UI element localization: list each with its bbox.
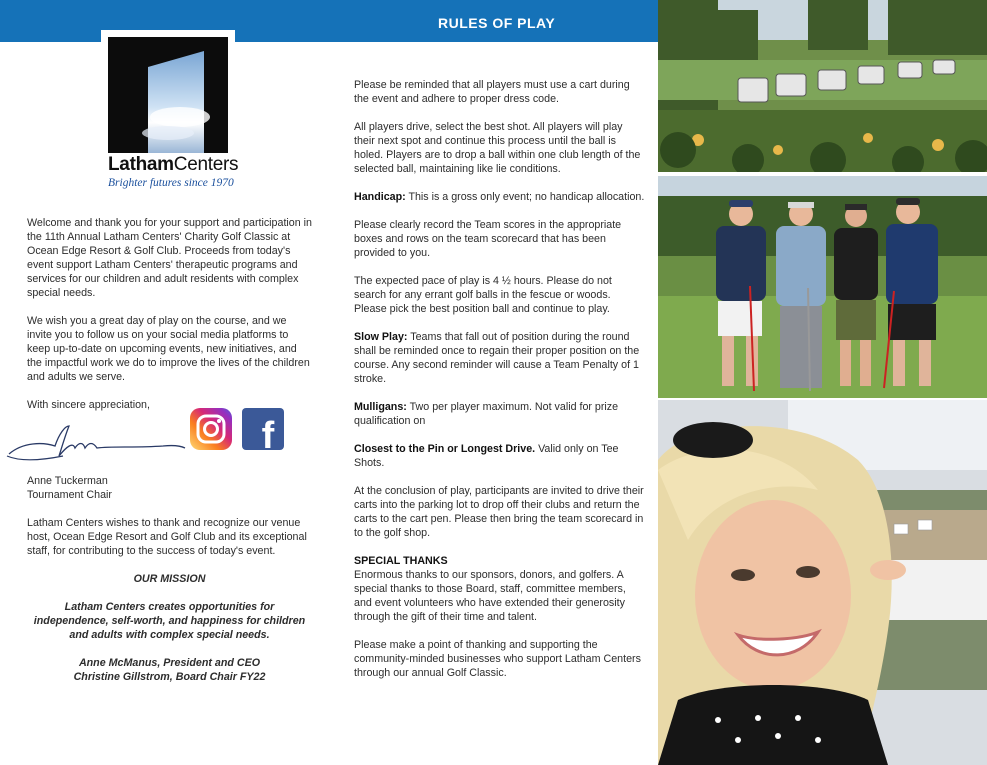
signer-name: Anne Tuckerman (27, 475, 108, 487)
left-column (27, 216, 312, 684)
photo-golfers (658, 176, 987, 398)
photo-golf-carts (658, 0, 987, 172)
welcome-paragraph: Welcome and thank you for your support and participation in the 11th Annual Latham Centers' Charity Golf Classic at Ocean Edge Resort & Golf Club. Proceeds from today's event support Latham Centers' therapeutic programs and services for our children and adult residents with complex special needs. (27, 217, 312, 299)
rule-cart: Please be reminded that all players must use a cart during the event and adhere to proper dress code. (354, 79, 630, 105)
signature-area (27, 412, 312, 474)
special-thanks-heading: SPECIAL THANKS (354, 555, 448, 567)
leadership (27, 656, 312, 684)
rule-slow-play: Slow Play: Teams that fall out of position during the round shall be reminded once to regain their proper position on the course. Any second reminder will cause a Team Penalty of 1 stroke. (354, 331, 640, 385)
community-thanks-paragraph: Please make a point of thanking and supporting the community-minded businesses who support Latham Centers through our annual Golf Classic. (354, 639, 641, 679)
svg-text:f: f (261, 415, 275, 450)
rule-conclusion: At the conclusion of play, participants are invited to drive their carts into the parking lot to drop off their clubs and return the carts to the cart pen. Please then bring the team scorecard in to the golf shop. (354, 485, 644, 539)
leader-board-chair: Christine Gillstrom, Board Chair FY22 (73, 671, 266, 683)
signature (3, 412, 188, 472)
facebook-icon[interactable] (242, 408, 284, 450)
logo-tagline: Brighter futures since 1970 (108, 177, 234, 189)
social-icons (190, 408, 284, 450)
rule-pace: The expected pace of play is 4 ½ hours. Please do not search for any errant golf balls in the fescue or woods. Please pick the best position ball and continue to play. (354, 275, 612, 315)
closing-line: With sincere appreciation, (27, 399, 150, 411)
rule-scores: Please clearly record the Team scores in the appropriate boxes and rows on the team scorecard that has been provided to you. (354, 219, 622, 259)
logo-wordmark: LathamCenters (108, 154, 239, 175)
leader-president: Anne McManus, President and CEO (78, 657, 261, 669)
logo-mark (108, 37, 228, 153)
signer-title: Tournament Chair (27, 489, 112, 501)
venue-thanks-paragraph: Latham Centers wishes to thank and recognize our venue host, Ocean Edge Resort and Golf Club and its exceptional staff, for contributing to the success of today's event. (27, 517, 307, 557)
special-thanks-paragraph: Enormous thanks to our sponsors, donors, and golfers. A special thanks to those Board, staff, committee members, and event volunteers who have extended their generosity through the gift of their time and talent. (354, 569, 626, 623)
rule-scramble: All players drive, select the best shot. All players will play their next spot and continue this process until the ball is holed. Players are to drop a ball within one club length of the selected ball, maintaining like lie conditions. (354, 121, 641, 175)
rule-handicap: Handicap: This is a gross only event; no handicap allocation. (354, 191, 645, 203)
mission-statement: Latham Centers creates opportunities for independence, self-worth, and happiness for children and adults with complex special needs. (33, 601, 306, 641)
rule-closest-pin: Closest to the Pin or Longest Drive. Valid only on Tee Shots. (354, 443, 619, 469)
photo-selfie (658, 400, 987, 765)
logo (101, 30, 235, 156)
mission-heading: OUR MISSION (133, 573, 206, 585)
header-bar (0, 0, 658, 42)
instagram-icon[interactable] (190, 408, 232, 450)
rules-heading: RULES OF PLAY (438, 15, 556, 31)
rule-mulligans: Mulligans: Two per player maximum. Not valid for prize qualification on (354, 401, 619, 427)
rules-column (354, 78, 646, 694)
invite-paragraph: We wish you a great day of play on the course, and we invite you to follow us on your social media platforms to keep up-to-date on upcoming events, new initiatives, and the impactful work we do to improve the lives of the children and adults we serve. (27, 315, 310, 383)
